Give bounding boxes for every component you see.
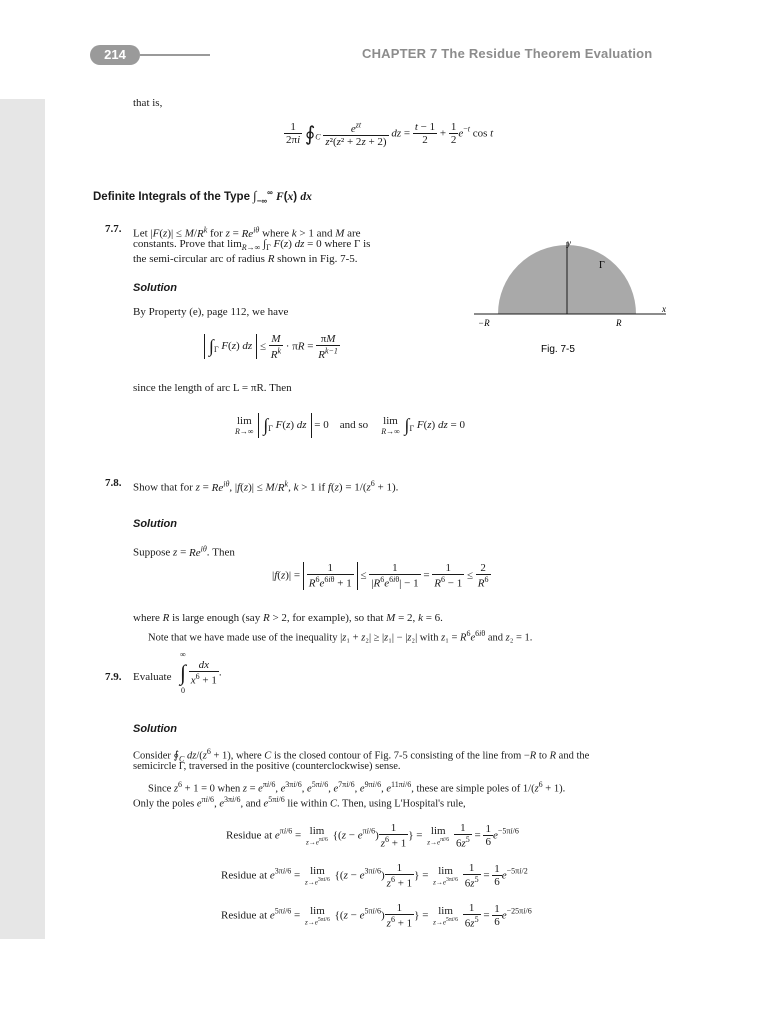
residue-row: Residue at $e^{\pi i/6}$ = lim $z\to e^{\pi i/6}$ {$(z - e^{\pi i/6})$ $\frac{1}{z^6 + 1}$ } = lim $z\to e^{\pi i/6}$ $\frac{1}{6z^5}$ = $\frac{1}{6}$ $e^{-5\pi i/6}$ [226,822,519,850]
figure-caption: Fig. 7-5 [541,344,575,355]
problem-number-7-9: 7.9. [105,671,122,683]
section-heading: Definite Integrals of the Type $\int_{-\infty}^\infty$ F(x) dx [93,188,312,206]
residue-row: Residue at $e^{3\pi i/6}$ = lim $z\to e^{3\pi i/6}$ {$(z - e^{3\pi i/6})$ $\frac{1}{z^6 + 1}$ } = lim $z\to e^{3\pi i/6}$ $\frac{1}{6z^5}$ = $\frac{1}{6}$ $e^{-5\pi i/2}$ [221,862,528,890]
inequality-7-8: |f(z)| = $\frac{1}{R^6e^{6i\theta} + 1}$ ≤ $\frac{1}{|R^6e^{6i\theta}| - 1}$ = $\frac{1}{R^6 - 1}$ ≤ $\frac{2}{R^6}$ [272,562,489,590]
problem-7-7-line1: Let $|F(z)| \le M/R^k$ for $z = Re^{i\theta}$ where k > 1 and M are [133,225,361,240]
page-number-badge: 214 [90,45,140,65]
problem-7-7-line3: the semi-circular arc of radius R shown in Fig. 7-5. [133,253,358,265]
page-side-strip [0,99,45,939]
intro-formula: $\frac{1}{2\pi i}$ $∮_C$ $\frac{e^{zt}}{\text{z²(z² + 2z + 2)}}$ dz = $\frac{t - 1}{2}$ + $\frac{1}{2}$ $e^{-t}$ cos t [286,120,494,148]
figure-7-5 [470,232,670,360]
x-axis-label: x [662,304,666,314]
problem-7-7-line2: constants. Prove that $\lim_{R\to\infty} \int_\Gamma$ F(z) dz = 0 where Γ is [133,238,371,253]
limit-7-7: lim R→∞ $\int_\Gamma$ F(z) dz = 0 and so lim R→∞ $\int_\Gamma$ F(z) dz = 0 [235,415,465,436]
gamma-label: Γ [599,260,605,271]
solution-7-8-suppose: Suppose $z = Re^{i\theta}$. Then [133,544,235,559]
solution-7-9-since1: Since $z^6 + 1 = 0$ when $z = e^{\pi i/6}$, $e^{3\pi i/6}$, $e^{5\pi i/6}$, $e^{7\pi i/6}$, $e^{9\pi i/6}$, $e^{11\pi i/6}$, these are simple poles of $1/(z^6 + 1)$. [148,780,566,795]
chapter-title: CHAPTER 7 The Residue Theorem Evaluation [362,46,653,61]
solution-label-7-8: Solution [133,518,177,530]
solution-7-9-since2: Only the poles $e^{\pi i/6}$, $e^{3\pi i/6}$, and $e^{5\pi i/6}$ lie within C. Then, using L'Hospital's rule, [133,795,466,810]
y-axis-label: y [567,238,571,248]
solution-label-7-9: Solution [133,723,177,735]
solution-7-9-consider1: Consider $∮_C$ $dz/(z^6 + 1)$, where C is the closed contour of Fig. 7-5 consisting of the line from −R to R and the [133,747,590,764]
solution-7-8-where: where R is large enough (say R > 2, for example), so that M = 2, k = 6. [133,612,443,624]
solution-7-7-line2: since the length of arc L = πR. Then [133,382,292,394]
header-rule [140,54,210,56]
problem-7-8-statement: Show that for $z = Re^{i\theta}$, $|f(z)| \le M/R^k$, k > 1 if $f(z) = 1/(z^6 + 1)$. [133,479,399,494]
solution-7-8-note: Note that we have made use of the inequality |z₁ + z₂| ≥ |z₁| − |z₂| with $z_1 = R^6e^{6i\theta}$ and z₂ = 1. [148,629,533,644]
problem-number-7-7: 7.7. [105,223,122,235]
integral-7-9: ∞ ∫ 0 $\frac{dx}{x^6 + 1}$ . [180,650,222,695]
solution-label-7-7: Solution [133,282,177,294]
solution-7-9-consider2: semicircle Γ, traversed in the positive (counterclockwise) sense. [133,761,401,772]
inequality-7-7: $\int_\Gamma$ F(z) dz ≤ $\frac{M}{R^k}$ · πR = $\frac{\pi M}{R^{k-1}}$ [204,333,340,361]
problem-7-9-evaluate: Evaluate [133,671,172,683]
problem-number-7-8: 7.8. [105,477,122,489]
solution-7-7-line1: By Property (e), page 112, we have [133,306,289,318]
residue-row: Residue at $e^{5\pi i/6}$ = lim $z\to e^{5\pi i/6}$ {$(z - e^{5\pi i/6})$ $\frac{1}{z^6 + 1}$ } = lim $z\to e^{5\pi i/6}$ $\frac{1}{6z^5}$ = $\frac{1}{6}$ $e^{-25\pi i/6}$ [221,902,532,930]
minus-r-label: −R [478,318,490,328]
r-label: R [616,318,622,328]
that-is-text: that is, [133,97,163,109]
and-so-text: and so [339,419,369,432]
